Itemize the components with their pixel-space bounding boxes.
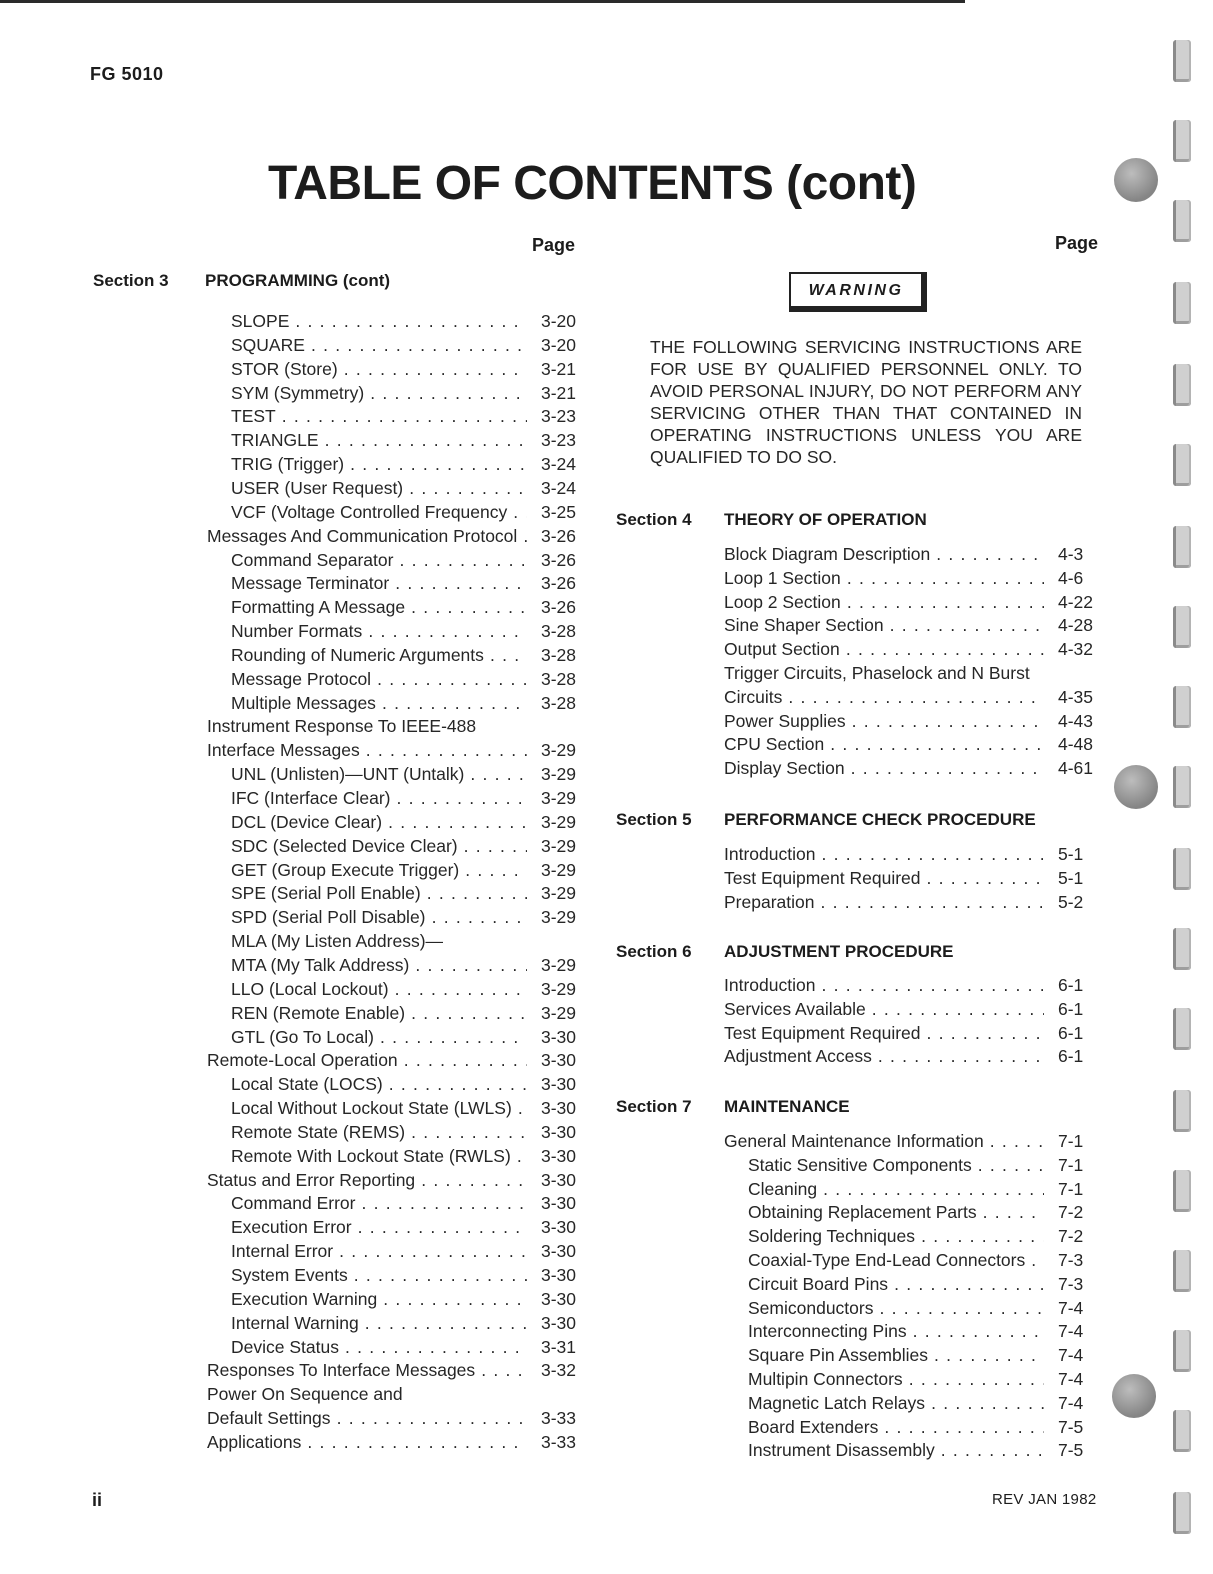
toc-entry xyxy=(231,1335,576,1359)
toc-entry xyxy=(231,1191,576,1215)
toc-entry-page: 7-3 xyxy=(1058,1250,1084,1270)
toc-entry xyxy=(231,595,576,619)
toc-entry xyxy=(207,1406,576,1430)
binder-tab xyxy=(1173,606,1191,648)
toc-entry xyxy=(231,1311,576,1335)
binder-tab xyxy=(1173,766,1191,808)
toc-entry-page: 3-30 xyxy=(541,1265,577,1285)
toc-entry-title: Display Section . . . xyxy=(724,756,1044,780)
toc-entry-page: 3-29 xyxy=(541,978,577,999)
toc-entry xyxy=(231,810,576,834)
toc-entry-title: Loop 1 Section . . . xyxy=(724,566,1044,590)
binder-tab xyxy=(1173,848,1191,890)
toc-entry-page: 7-4 xyxy=(1058,1321,1084,1342)
toc-entry-title: Power Supplies . . . xyxy=(724,709,1044,733)
toc-entry xyxy=(231,1215,576,1239)
toc-entry-title: Loop 2 Section . . . xyxy=(724,590,1044,614)
punch-hole xyxy=(1114,158,1158,202)
toc-entry xyxy=(231,786,576,810)
toc-entry-title: Remote With Lockout State (RWLS) . . . xyxy=(231,1144,527,1168)
toc-entry-title: Sine Shaper Section . . . xyxy=(724,613,1044,637)
binder-tab xyxy=(1173,1170,1191,1212)
toc-entry-page: 7-1 xyxy=(1058,1154,1084,1175)
toc-entry xyxy=(724,842,1083,866)
toc-entry xyxy=(724,890,1083,914)
toc-entry xyxy=(231,452,576,476)
toc-entry xyxy=(231,643,576,667)
toc-entry-page: 3-30 xyxy=(541,1312,577,1333)
toc-entry xyxy=(724,866,1083,890)
binder-tab xyxy=(1173,1330,1191,1372)
toc-entry-title: Test Equipment Required . . . xyxy=(724,1021,1044,1045)
toc-entry-title: TRIG (Trigger) . . . xyxy=(231,452,527,476)
toc-entry xyxy=(231,1120,576,1144)
toc-entry-title: Multiple Messages . . . xyxy=(231,691,527,715)
toc-entry-page: 3-30 xyxy=(541,1169,577,1190)
toc-entry-page: 5-2 xyxy=(1058,891,1084,912)
toc-entry-page: 3-30 xyxy=(541,1121,577,1142)
toc-entry-title: Soldering Techniques . . . xyxy=(748,1224,1044,1248)
section-3-title: PROGRAMMING (cont) xyxy=(205,271,391,290)
toc-entry-page: 3-20 xyxy=(541,334,577,355)
toc-entry-title: IFC (Interface Clear) . . . xyxy=(231,786,527,810)
toc-entry xyxy=(724,685,1093,709)
toc-entry-title: Device Status . . . xyxy=(231,1335,527,1359)
toc-entry xyxy=(231,381,576,405)
toc-entry xyxy=(231,977,576,1001)
binder-tab xyxy=(1173,1492,1191,1534)
toc-entry-title: Coaxial-Type End-Lead Connectors . . . xyxy=(748,1248,1044,1272)
toc-entry-page: 3-28 xyxy=(541,644,577,665)
toc-entry-title: Adjustment Access . . . xyxy=(724,1044,1044,1068)
toc-entry-page: 3-30 xyxy=(541,1098,577,1119)
binder-tab xyxy=(1173,364,1191,406)
toc-entry-page: 3-24 xyxy=(541,477,577,498)
toc-entry-page: 3-30 xyxy=(541,1288,577,1309)
punch-hole xyxy=(1114,765,1158,809)
toc-entry-title: Multipin Connectors . . . xyxy=(748,1367,1044,1391)
toc-entry-title: Block Diagram Description . . . xyxy=(724,542,1044,566)
toc-entry xyxy=(748,1153,1083,1177)
toc-entry-title: Board Extenders . . . xyxy=(748,1415,1044,1439)
toc-entry-page: 3-29 xyxy=(541,883,577,904)
toc-entry-page: 3-26 xyxy=(541,525,577,546)
toc-entry xyxy=(724,997,1083,1021)
toc-entry-page: 7-4 xyxy=(1058,1297,1084,1318)
toc-entry-page: 3-30 xyxy=(541,1217,577,1238)
toc-entry-title: UNL (Unlisten)—UNT (Untalk) . . . xyxy=(231,762,527,786)
toc-entry-title: Magnetic Latch Relays . . . xyxy=(748,1391,1044,1415)
toc-entry-title: Message Protocol . . . xyxy=(231,667,527,691)
toc-entry-title: Static Sensitive Components . . . xyxy=(748,1153,1044,1177)
toc-entry-title: General Maintenance Information . . . xyxy=(724,1129,1044,1153)
toc-entry-page: 7-4 xyxy=(1058,1392,1084,1413)
toc-entry-page: 3-23 xyxy=(541,406,577,427)
section-3-label: Section 3 xyxy=(93,271,169,290)
toc-entry-title: System Events . . . xyxy=(231,1263,527,1287)
toc-entry-title: Interface Messages . . . xyxy=(207,738,527,762)
toc-entry-title: Cleaning . . . xyxy=(748,1177,1044,1201)
toc-entry-title: LLO (Local Lockout) . . . xyxy=(231,977,527,1001)
toc-entry-title: CPU Section . . . xyxy=(724,732,1044,756)
binder-tab xyxy=(1173,526,1191,568)
toc-entry-page: 7-2 xyxy=(1058,1202,1084,1223)
toc-entry xyxy=(231,1096,576,1120)
toc-entry-title: Test Equipment Required . . . xyxy=(724,866,1044,890)
toc-entry-title: Default Settings . . . xyxy=(207,1406,527,1430)
toc-entry-title: TEST . . . xyxy=(231,404,527,428)
toc-entry xyxy=(231,309,576,333)
toc-entry xyxy=(724,566,1083,590)
toc-entry xyxy=(207,1358,576,1382)
page-title: TABLE OF CONTENTS (cont) xyxy=(268,157,917,210)
toc-entry xyxy=(231,1239,576,1263)
toc-entry-title: Rounding of Numeric Arguments . . . xyxy=(231,643,527,667)
toc-entry-title: MTA (My Talk Address) . . . xyxy=(231,953,527,977)
toc-entry xyxy=(748,1367,1083,1391)
toc-entry xyxy=(231,428,576,452)
binder-tab xyxy=(1173,1410,1191,1452)
toc-entry xyxy=(231,834,576,858)
toc-entry-page: 3-26 xyxy=(541,573,577,594)
toc-entry xyxy=(724,613,1093,637)
toc-entry-title: Remote State (REMS) . . . xyxy=(231,1120,527,1144)
section-7-label: Section 7 xyxy=(616,1097,692,1116)
toc-entry xyxy=(231,1144,576,1168)
toc-entry-page: 3-26 xyxy=(541,597,577,618)
section-6-title: ADJUSTMENT PROCEDURE xyxy=(724,942,954,961)
toc-entry-page: 7-1 xyxy=(1058,1131,1084,1151)
toc-entry-title: Message Terminator . . . xyxy=(231,571,527,595)
binder-tab xyxy=(1173,928,1191,970)
toc-entry xyxy=(207,1168,576,1192)
toc-entry-page: 7-3 xyxy=(1058,1273,1084,1294)
warning-text: THE FOLLOWING SERVICING INSTRUCTIONS ARE FOR USE BY QUALIFIED PERSONNEL ONLY. TO AVOID PERSONAL INJURY, DO NOT PERFORM ANY SERVICING OTHER THAN THAT CONTAINED IN OPERATING INSTRUCTIONS UNLESS YOU ARE QUALIFIED TO DO SO. xyxy=(650,337,1082,467)
toc-entry-title: Output Section . . . xyxy=(724,637,1044,661)
toc-entry-page: 6-1 xyxy=(1058,1046,1084,1067)
toc-entry-page: 4-61 xyxy=(1058,758,1094,779)
toc-entry-title: Circuits . . . xyxy=(724,685,1044,709)
toc-entry-title: Trigger Circuits, Phaselock and N Burst xyxy=(724,663,1030,683)
toc-entry-title: Obtaining Replacement Parts . . . xyxy=(748,1200,1044,1224)
section-7-title: MAINTENANCE xyxy=(724,1097,850,1116)
toc-entry-page: 3-29 xyxy=(541,788,577,808)
toc-entry xyxy=(231,357,576,381)
toc-entry-page: 3-28 xyxy=(541,692,577,713)
toc-entry-title: Status and Error Reporting . . . xyxy=(207,1168,527,1192)
toc-entry xyxy=(231,500,576,524)
toc-entry-title: Preparation . . . xyxy=(724,890,1044,914)
toc-entry xyxy=(724,1021,1083,1045)
toc-entry xyxy=(231,1001,576,1025)
model-label: FG 5010 xyxy=(90,64,164,84)
binder-tab xyxy=(1173,1008,1191,1050)
punch-hole xyxy=(1112,1374,1156,1418)
toc-entry xyxy=(231,929,527,953)
toc-entry xyxy=(207,1382,527,1406)
toc-entry-title: STOR (Store) . . . xyxy=(231,357,527,381)
toc-entry xyxy=(231,762,576,786)
toc-entry-title: Execution Error . . . xyxy=(231,1215,527,1239)
toc-entry xyxy=(231,858,576,882)
toc-entry-title: Instrument Disassembly . . . xyxy=(748,1438,1044,1462)
toc-entry-page: 3-28 xyxy=(541,621,577,642)
toc-entry-page: 7-4 xyxy=(1058,1345,1084,1366)
toc-entry-page: 3-23 xyxy=(541,430,577,451)
toc-entry xyxy=(748,1438,1083,1462)
toc-entry-page: 6-1 xyxy=(1058,998,1084,1019)
toc-entry-page: 3-21 xyxy=(541,382,577,403)
toc-entry-page: 4-28 xyxy=(1058,615,1094,636)
section-5-label: Section 5 xyxy=(616,810,692,829)
toc-entry-title: Services Available . . . xyxy=(724,997,1044,1021)
toc-entry-page: 7-1 xyxy=(1058,1178,1084,1199)
toc-entry-title: Internal Error . . . xyxy=(231,1239,527,1263)
toc-entry-page: 4-6 xyxy=(1058,567,1084,588)
toc-entry-page: 3-29 xyxy=(541,835,577,856)
toc-entry-page: 3-30 xyxy=(541,1193,577,1214)
toc-entry-page: 3-29 xyxy=(541,954,577,975)
toc-entry-page: 4-35 xyxy=(1058,686,1094,707)
page-column-header-right: Page xyxy=(1055,233,1099,253)
binder-tab xyxy=(1173,1250,1191,1292)
toc-entry-page: 7-4 xyxy=(1058,1369,1084,1389)
binder-tab xyxy=(1173,282,1191,324)
toc-entry-page: 4-48 xyxy=(1058,734,1094,755)
toc-entry-title: GTL (Go To Local) . . . xyxy=(231,1025,527,1049)
toc-entry xyxy=(231,1072,576,1096)
toc-entry xyxy=(724,1129,1083,1153)
toc-entry xyxy=(231,571,576,595)
binder-tab xyxy=(1173,1090,1191,1132)
toc-entry-page: 3-30 xyxy=(541,1241,577,1262)
toc-entry xyxy=(231,881,576,905)
section-4-title: THEORY OF OPERATION xyxy=(724,510,927,529)
toc-entry xyxy=(207,1048,576,1072)
page-number: ii xyxy=(92,1490,103,1510)
toc-entry xyxy=(748,1224,1083,1248)
toc-entry-page: 3-29 xyxy=(541,811,577,832)
toc-entry-page: 4-43 xyxy=(1058,710,1094,731)
toc-entry xyxy=(748,1296,1083,1320)
toc-entry xyxy=(748,1319,1083,1343)
toc-entry-page: 3-30 xyxy=(541,1050,577,1071)
toc-entry-title: Number Formats . . . xyxy=(231,619,527,643)
toc-entry-title: SYM (Symmetry) . . . xyxy=(231,381,527,405)
toc-entry xyxy=(231,905,576,929)
toc-entry-title: Command Separator . . . xyxy=(231,548,527,572)
toc-entry-title: Responses To Interface Messages . . . xyxy=(207,1358,527,1382)
toc-entry-title: Local State (LOCS) . . . xyxy=(231,1072,527,1096)
toc-entry-page: 6-1 xyxy=(1058,975,1084,995)
toc-entry-title: USER (User Request) . . . xyxy=(231,476,527,500)
toc-entry-page: 3-26 xyxy=(541,549,577,570)
toc-entry-page: 3-33 xyxy=(541,1431,577,1452)
toc-entry-title: TRIANGLE . . . xyxy=(231,428,527,452)
toc-entry-page: 4-22 xyxy=(1058,591,1094,612)
toc-entry xyxy=(231,619,576,643)
toc-entry-page: 3-30 xyxy=(541,1026,577,1047)
toc-entry xyxy=(207,738,576,762)
toc-entry xyxy=(724,756,1093,780)
toc-entry-title: Instrument Response To IEEE-488 xyxy=(207,716,477,737)
toc-entry xyxy=(724,732,1093,756)
toc-entry-title: Circuit Board Pins . . . xyxy=(748,1272,1044,1296)
toc-entry xyxy=(748,1272,1083,1296)
toc-entry-title: Power On Sequence and xyxy=(207,1384,403,1405)
toc-entry xyxy=(748,1391,1083,1415)
toc-entry-page: 3-25 xyxy=(541,501,577,522)
toc-entry-title: VCF (Voltage Controlled Frequency . . . xyxy=(231,500,527,524)
toc-entry-page: 3-29 xyxy=(541,764,577,785)
toc-entry xyxy=(231,1287,576,1311)
toc-entry xyxy=(207,714,527,738)
toc-entry xyxy=(207,1430,576,1454)
toc-entry-title: DCL (Device Clear) . . . xyxy=(231,810,527,834)
toc-entry-title: MLA (My Listen Address)— xyxy=(231,931,444,952)
toc-entry-title: SQUARE . . . xyxy=(231,333,527,357)
toc-entry xyxy=(231,404,576,428)
toc-entry xyxy=(231,548,576,572)
toc-entry-page: 7-5 xyxy=(1058,1440,1084,1461)
toc-entry-page: 5-1 xyxy=(1058,867,1084,888)
toc-entry-title: Messages And Communication Protocol . . . xyxy=(207,524,527,548)
toc-entry xyxy=(724,973,1083,997)
toc-entry-page: 4-3 xyxy=(1058,544,1084,564)
warning-badge: WARNING xyxy=(789,272,927,312)
binder-tab xyxy=(1173,120,1191,162)
toc-entry xyxy=(748,1177,1083,1201)
section-5-title: PERFORMANCE CHECK PROCEDURE xyxy=(724,810,1036,829)
toc-entry-title: Interconnecting Pins . . . xyxy=(748,1319,1044,1343)
toc-entry xyxy=(724,637,1093,661)
toc-entry xyxy=(207,524,576,548)
top-rule xyxy=(0,0,965,3)
toc-entry-title: Formatting A Message . . . xyxy=(231,595,527,619)
toc-entry xyxy=(724,1044,1083,1068)
toc-entry-page: 3-29 xyxy=(541,859,577,880)
toc-entry xyxy=(231,667,576,691)
toc-entry-page: 6-1 xyxy=(1058,1022,1084,1043)
section-6-label: Section 6 xyxy=(616,942,692,961)
toc-entry-page: 3-32 xyxy=(541,1360,577,1381)
revision-date: REV JAN 1982 xyxy=(992,1491,1097,1508)
toc-entry-page: 7-5 xyxy=(1058,1416,1084,1437)
toc-entry-title: Remote-Local Operation . . . xyxy=(207,1048,527,1072)
toc-entry-title: SDC (Selected Device Clear) . . . xyxy=(231,834,527,858)
toc-entry xyxy=(724,542,1083,566)
toc-entry-title: GET (Group Execute Trigger) . . . xyxy=(231,858,527,882)
toc-entry xyxy=(231,1263,576,1287)
toc-entry xyxy=(231,953,576,977)
toc-entry-page: 4-32 xyxy=(1058,639,1094,660)
toc-entry xyxy=(748,1415,1083,1439)
toc-entry xyxy=(231,1025,576,1049)
toc-entry-page: 3-30 xyxy=(541,1145,577,1166)
binder-tab xyxy=(1173,40,1191,82)
toc-entry-page: 7-2 xyxy=(1058,1226,1084,1247)
toc-entry-title: Introduction . . . xyxy=(724,973,1044,997)
toc-entry-title: SPD (Serial Poll Disable) . . . xyxy=(231,905,527,929)
toc-entry-page: 3-31 xyxy=(541,1336,577,1357)
toc-entry-title: Local Without Lockout State (LWLS) . . . xyxy=(231,1096,527,1120)
toc-entry-page: 3-21 xyxy=(541,358,577,379)
toc-entry-title: Semiconductors . . . xyxy=(748,1296,1044,1320)
page-column-header-left: Page xyxy=(532,235,576,255)
toc-entry-page: 3-29 xyxy=(541,907,577,928)
toc-entry-page: 3-24 xyxy=(541,454,577,475)
binder-tab xyxy=(1173,686,1191,728)
toc-entry-title: REN (Remote Enable) . . . xyxy=(231,1001,527,1025)
section-4-label: Section 4 xyxy=(616,510,692,529)
toc-entry-page: 3-29 xyxy=(541,740,577,761)
toc-entry xyxy=(724,590,1093,614)
toc-entry-title: SLOPE . . . xyxy=(231,309,527,333)
toc-entry-title: Execution Warning . . . xyxy=(231,1287,527,1311)
toc-entry-title: Internal Warning . . . xyxy=(231,1311,527,1335)
toc-entry-page: 5-1 xyxy=(1058,844,1084,864)
toc-entry-page: 3-28 xyxy=(541,668,577,689)
toc-entry xyxy=(231,691,576,715)
toc-entry xyxy=(724,709,1093,733)
toc-entry-title: Introduction . . . xyxy=(724,842,1044,866)
toc-entry xyxy=(231,476,576,500)
toc-entry-page: 3-29 xyxy=(541,1002,577,1023)
toc-entry-title: SPE (Serial Poll Enable) . . . xyxy=(231,881,527,905)
toc-entry xyxy=(724,661,1044,685)
toc-entry-title: Square Pin Assemblies . . . xyxy=(748,1343,1044,1367)
toc-entry xyxy=(231,333,576,357)
toc-entry-page: 3-30 xyxy=(541,1074,577,1095)
binder-tab xyxy=(1173,200,1191,242)
toc-entry xyxy=(748,1343,1083,1367)
toc-entry-page: 3-20 xyxy=(541,311,577,331)
toc-entry-page: 3-33 xyxy=(541,1408,577,1429)
toc-entry xyxy=(748,1200,1083,1224)
binder-tab xyxy=(1173,444,1191,486)
toc-entry xyxy=(748,1248,1083,1272)
toc-entry-title: Command Error . . . xyxy=(231,1191,527,1215)
toc-entry-title: Applications . . . xyxy=(207,1430,527,1454)
